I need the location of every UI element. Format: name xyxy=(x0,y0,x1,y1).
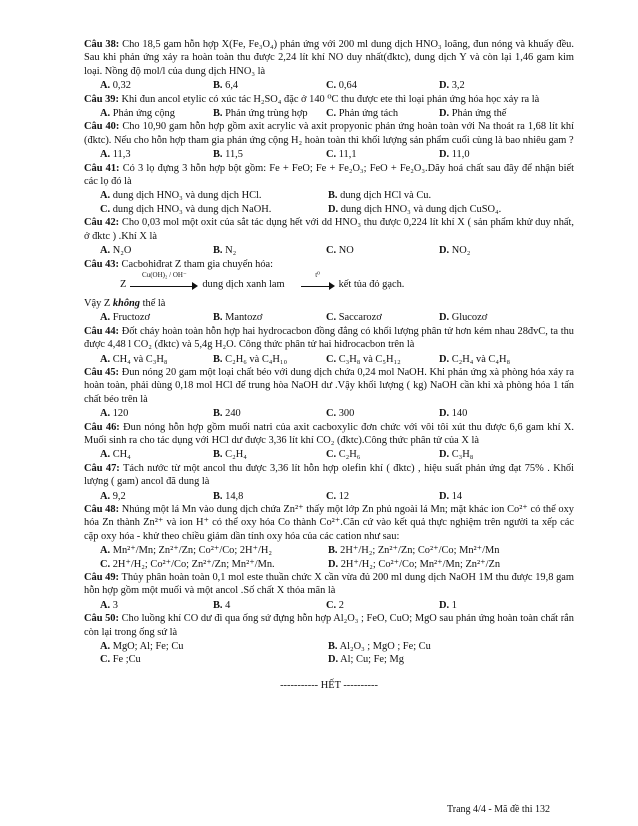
question xyxy=(84,612,574,667)
question-stem xyxy=(84,612,574,639)
answer-option xyxy=(439,148,552,161)
option-letter: A. xyxy=(100,490,111,502)
option-letter: A. xyxy=(100,80,111,92)
scheme-start: Z xyxy=(120,279,127,291)
question-stem xyxy=(84,93,574,106)
option-text: Al₂O₃ ; MgO ; Fe; Cu xyxy=(339,641,431,653)
option-letter: B. xyxy=(213,108,223,120)
question-stem xyxy=(84,462,574,489)
answer-option xyxy=(439,407,552,420)
option-text: dung dịch HNO₃ và dung dịch HCl. xyxy=(112,190,262,202)
answer-option xyxy=(326,311,439,324)
option-letter: A. xyxy=(100,408,111,420)
answer-option xyxy=(439,353,552,366)
question-number: Câu 40: xyxy=(84,121,120,133)
option-text: Phản ứng thế xyxy=(451,108,507,120)
question-stem xyxy=(84,325,574,352)
arrow-head-icon xyxy=(192,282,198,290)
option-text: 11,5 xyxy=(225,149,243,161)
option-text: 140 xyxy=(451,408,468,420)
question-text: Cho 0,03 mol một oxit của sắt tác dụng hết với dd HNO₃ thu được 0,224 lít khí X ( sản phẩm khử duy nhất, ở đktc ) .Khí X là xyxy=(84,217,574,242)
option-text: 3 xyxy=(112,599,118,611)
question xyxy=(84,162,574,217)
option-text: 11,1 xyxy=(338,149,357,161)
option-text: Phản ứng trùng hợp xyxy=(225,108,308,120)
question-number: Câu 43: xyxy=(84,258,119,270)
option-letter: C. xyxy=(100,558,111,570)
option-text: dung dịch HCl và Cu. xyxy=(340,190,432,202)
answer-option xyxy=(439,107,552,120)
answer-option xyxy=(328,544,558,557)
arrow-line xyxy=(301,286,331,287)
question-number: Câu 49: xyxy=(84,572,120,584)
option-text: 6,4 xyxy=(225,80,239,92)
question xyxy=(84,366,574,421)
question-number: Câu 47: xyxy=(84,462,120,474)
answer-options xyxy=(84,599,574,612)
answer-option xyxy=(328,640,558,653)
option-text: Al; Cu; Fe; Mg xyxy=(340,654,404,666)
option-letter: C. xyxy=(326,599,337,611)
option-text: CH₄ xyxy=(112,449,131,461)
option-letter: C. xyxy=(326,108,337,120)
option-letter: D. xyxy=(439,449,450,461)
option-letter: C. xyxy=(100,654,111,666)
answer-option xyxy=(326,148,439,161)
question-text: Có 3 lọ đựng 3 hỗn hợp bột gồm: Fe + FeO; Fe + Fe₂O₃; FeO + Fe₂O₃.Dãy hoá chất sau đây để nhận biết các lọ đó là xyxy=(84,162,574,188)
answer-option xyxy=(439,244,552,257)
answer-option xyxy=(213,107,326,120)
option-text: 300 xyxy=(338,408,355,420)
answer-option xyxy=(328,203,558,216)
option-text: 0,32 xyxy=(112,80,131,92)
option-letter: B. xyxy=(328,545,338,557)
option-letter: A. xyxy=(100,245,111,257)
answer-option xyxy=(439,79,552,92)
followup-emphasis: không xyxy=(112,297,141,309)
answer-option xyxy=(326,79,439,92)
option-text: CH₄ và C₃H₈ xyxy=(112,353,168,365)
answer-option xyxy=(439,311,552,324)
arrow-condition: t⁰ xyxy=(315,270,320,279)
option-text: N₂ xyxy=(225,245,237,257)
question-number: Câu 48: xyxy=(84,504,120,515)
option-text: C₂H₄ và C₄H₈ xyxy=(451,353,511,365)
conversion-scheme xyxy=(84,270,574,297)
option-text: 11,3 xyxy=(112,149,131,161)
arrow-line xyxy=(130,286,194,287)
question-stem xyxy=(84,503,574,543)
answer-options xyxy=(84,640,574,667)
question-text: Thủy phân hoàn toàn 0,1 mol este thuần chức X cần vừa đủ 200 ml dung dịch NaOH 1M thu được 19,8 gam hỗn hợp gồm một muối và một ancol .Số chất X thỏa mãn là xyxy=(84,572,574,597)
option-text: NO₂ xyxy=(451,245,471,257)
option-text: 14 xyxy=(451,490,463,502)
option-letter: B. xyxy=(328,190,338,202)
answer-option xyxy=(213,448,326,461)
answer-option xyxy=(100,653,328,666)
option-letter: A. xyxy=(100,312,111,324)
option-letter: D. xyxy=(439,312,450,324)
answer-option xyxy=(439,599,552,612)
question-text: Đun nóng hỗn hợp gồm muối natri của axit cacboxylic đơn chức với vôi tôi xút thu được 6,6 gam khí X. Muối sinh ra cho tác dụng với HCl dư được 3,36 lít khí CO₂ (đktc).Công thức phân tử của X là xyxy=(84,421,574,446)
answer-options xyxy=(84,244,574,257)
option-text: dung dịch HNO₃ và dung dịch CuSO₄. xyxy=(340,203,502,215)
option-text: 11,0 xyxy=(451,149,470,161)
option-letter: C. xyxy=(326,449,337,461)
followup-text: Vậy Z xyxy=(84,297,113,309)
answer-options xyxy=(84,353,574,366)
answer-options xyxy=(84,490,574,503)
answer-option xyxy=(326,407,439,420)
option-letter: D. xyxy=(439,245,450,257)
question-number: Câu 45: xyxy=(84,366,120,378)
answer-option xyxy=(439,490,552,503)
option-letter: B. xyxy=(213,353,223,365)
answer-option xyxy=(100,79,213,92)
exam-page xyxy=(84,38,574,692)
option-text: dung dịch HNO₃ và dung dịch NaOH. xyxy=(112,203,272,215)
answer-options xyxy=(84,79,574,92)
option-letter: C. xyxy=(100,203,111,215)
option-text: 2H⁺/H₂; Zn²⁺/Zn; Co²⁺/Co; Mn²⁺/Mn xyxy=(340,545,500,557)
option-letter: D. xyxy=(439,408,450,420)
question-stem xyxy=(84,120,574,147)
option-text: C₃H₈ xyxy=(451,449,474,461)
option-text: C₃H₈ và C₅H₁₂ xyxy=(338,353,401,365)
question xyxy=(84,325,574,366)
option-letter: A. xyxy=(100,599,111,611)
page-footer: Trang 4/4 - Mã đề thi 132 xyxy=(447,804,550,815)
question xyxy=(84,120,574,161)
answer-option xyxy=(100,599,213,612)
option-text: 9,2 xyxy=(112,490,126,502)
option-letter: D. xyxy=(439,490,450,502)
option-letter: A. xyxy=(100,545,111,557)
option-letter: C. xyxy=(326,149,337,161)
option-text: 12 xyxy=(338,490,350,502)
answer-option xyxy=(213,599,326,612)
question xyxy=(84,421,574,462)
option-letter: C. xyxy=(326,245,337,257)
question xyxy=(84,571,574,612)
answer-option xyxy=(326,448,439,461)
answer-option xyxy=(326,490,439,503)
answer-option xyxy=(213,79,326,92)
option-text: Glucozơ xyxy=(451,312,488,324)
option-letter: C. xyxy=(326,490,337,502)
question-stem xyxy=(84,421,574,448)
option-text: 2H⁺/H₂; Co²⁺/Co; Zn²⁺/Zn; Mn²⁺/Mn. xyxy=(112,558,275,570)
question-number: Câu 44: xyxy=(84,325,120,337)
answer-option xyxy=(100,107,213,120)
option-text: 14,8 xyxy=(225,490,244,502)
option-text: NO xyxy=(338,245,354,257)
question-stem xyxy=(84,366,574,406)
option-text: 0,64 xyxy=(338,80,357,92)
answer-option xyxy=(328,653,558,666)
question-text: Cho 10,90 gam hỗn hợp gồm axit acrylic và axit propyonic phản ứng hoàn toàn với Na thoát ra 1,68 lít khí (đktc). Nếu cho hỗn hợp tham gia phản ứng cộng H₂ hoàn toàn thì khối lượng sản phẩm cuối cùng là bao nhiêu gam ? xyxy=(84,121,574,146)
question-text: Cho 18,5 gam hỗn hợp X(Fe, Fe₃O₄) phản ứng với 200 ml dung dịch HNO₃ loãng, đun nóng và khuấy đều. Sau khi phản ứng xảy ra hoàn toàn thu được 2,24 lít khí NO duy nhất(đktc), dung dịch Y và còn lại 1,46 gam kim loại. Nồng độ mol/l của dung dịch HNO₃ là xyxy=(84,39,574,77)
option-text: 2 xyxy=(338,599,344,611)
answer-option xyxy=(100,490,213,503)
question-text: Nhúng một lá Mn vào dung dịch chứa Zn²⁺ thấy một lớp Zn phủ ngoài lá Mn; mặt khác ion Co²⁺ có thể oxy hóa Zn thành Zn²⁺ và ion H⁺ có thể oxy hóa Co thành Co²⁺.Căn cứ vào kết quả thực nghiệm trên người ta xếp các cặp oxy hóa - khử theo chiều giảm dần tính oxy hóa của các cation như sau: xyxy=(84,504,574,542)
question-number: Câu 50: xyxy=(84,613,119,625)
question-number: Câu 39: xyxy=(84,93,119,105)
option-letter: C. xyxy=(326,312,337,324)
option-letter: D. xyxy=(439,599,450,611)
answer-option xyxy=(328,558,558,571)
option-text: Mn²⁺/Mn; Zn²⁺/Zn; Co²⁺/Co; 2H⁺/H₂ xyxy=(112,545,273,557)
option-letter: B. xyxy=(328,641,338,653)
question-text: Tách nước từ một ancol thu được 3,36 lít hỗn hợp olefin khí ( đktc) , hiệu suất phản ứng đạt 75% . Khối lượng ( gam) ancol đã dung là xyxy=(84,462,574,488)
option-letter: B. xyxy=(213,149,223,161)
option-text: Phản ứng cộng xyxy=(112,108,175,120)
answer-option xyxy=(439,448,552,461)
question-number: Câu 46: xyxy=(84,421,120,433)
answer-options xyxy=(84,311,574,324)
answer-option xyxy=(100,558,328,571)
option-text: C₂H₆ xyxy=(338,449,361,461)
answer-option xyxy=(326,244,439,257)
answer-option xyxy=(100,544,328,557)
option-letter: A. xyxy=(100,108,111,120)
question xyxy=(84,462,574,503)
question-text: Cacbohiđrat Z tham gia chuyển hóa: xyxy=(121,258,274,270)
answer-options xyxy=(84,544,574,571)
option-letter: A. xyxy=(100,190,111,202)
option-text: Fe ;Cu xyxy=(112,654,141,666)
answer-option xyxy=(213,407,326,420)
option-letter: B. xyxy=(213,245,223,257)
question-text: Đun nóng 20 gam một loại chất béo với dung dịch chứa 0,24 mol NaOH. Khi phản ứng xà phòng hóa xảy ra hoàn toàn, phải dùng 0,18 mol HCl để trung hòa NaOH dư .Vậy khối lượng ( kg) NaOH cần khi xà phòng hóa 1 tấn chất béo trên là xyxy=(84,366,574,405)
reaction-arrow xyxy=(301,270,335,290)
question-list xyxy=(84,38,574,667)
option-letter: D. xyxy=(439,149,450,161)
question-stem xyxy=(84,162,574,189)
answer-options xyxy=(84,148,574,161)
reaction-arrow xyxy=(130,270,198,290)
question xyxy=(84,216,574,257)
answer-option xyxy=(100,244,213,257)
answer-option xyxy=(213,311,326,324)
option-letter: B. xyxy=(213,408,223,420)
option-text: 3,2 xyxy=(451,80,465,92)
answer-option xyxy=(100,189,328,202)
option-letter: A. xyxy=(100,641,111,653)
option-letter: A. xyxy=(100,149,111,161)
option-text: Saccarozơ xyxy=(338,312,382,324)
option-text: Mantozơ xyxy=(225,312,263,324)
answer-option xyxy=(100,311,213,324)
option-text: MgO; Al; Fe; Cu xyxy=(112,641,184,653)
question-number: Câu 38: xyxy=(84,39,120,50)
option-text: 120 xyxy=(112,408,129,420)
option-text: 2H⁺/H₂; Co²⁺/Co; Mn²⁺/Mn; Zn²⁺/Zn xyxy=(340,558,501,570)
question xyxy=(84,38,574,93)
option-text: Fructozơ xyxy=(112,312,150,324)
followup-text: thể là xyxy=(140,297,166,309)
end-marker: ----------- HẾT ---------- xyxy=(280,679,378,691)
question-stem xyxy=(84,258,574,271)
scheme-product: kết tủa đỏ gạch. xyxy=(338,279,405,291)
scheme-intermediate: dung dịch xanh lam xyxy=(202,279,285,291)
option-letter: D. xyxy=(328,203,339,215)
option-letter: C. xyxy=(326,80,337,92)
question-text: Đốt cháy hoàn toàn hỗn hợp hai hydrocacbon đồng đẳng có khối lượng phân tử hơn kém nhau 28đvC, ta thu được 4,48 l CO₂ (đktc) và 5,4g H₂O. Công thức phân tử hai hiđrocacbon trên là xyxy=(84,325,574,351)
answer-option xyxy=(213,353,326,366)
option-letter: B. xyxy=(213,80,223,92)
question-stem xyxy=(84,216,574,243)
answer-option xyxy=(326,107,439,120)
answer-options xyxy=(84,448,574,461)
option-letter: B. xyxy=(213,312,223,324)
option-text: N₂O xyxy=(112,245,132,257)
answer-options xyxy=(84,107,574,120)
option-letter: B. xyxy=(213,449,223,461)
option-text: Phản ứng tách xyxy=(338,108,399,120)
answer-options xyxy=(84,189,574,216)
answer-option xyxy=(328,189,558,202)
question xyxy=(84,93,574,121)
question-number: Câu 42: xyxy=(84,217,120,229)
answer-option xyxy=(100,148,213,161)
answer-option xyxy=(213,490,326,503)
answer-option xyxy=(100,353,213,366)
option-text: 4 xyxy=(225,599,231,611)
option-letter: A. xyxy=(100,353,111,365)
option-letter: D. xyxy=(439,80,450,92)
answer-option xyxy=(326,599,439,612)
answer-option xyxy=(326,353,439,366)
question-text: Cho luồng khí CO dư đi qua ống sứ đựng hỗn hợp Al₂O₃ ; FeO, CuO; MgO sau phản ứng hoàn toàn chất rắn còn lại trong ống sứ là xyxy=(84,613,574,638)
option-letter: C. xyxy=(326,353,337,365)
option-letter: D. xyxy=(439,108,450,120)
option-text: 240 xyxy=(225,408,241,420)
option-letter: B. xyxy=(213,599,223,611)
answer-option xyxy=(100,448,213,461)
question-text: Khi đun ancol etylic có xúc tác H₂SO₄ đặc ở 140 ⁰C thu được ete thì loại phản ứng hóa học xảy ra là xyxy=(121,93,540,105)
option-text: 1 xyxy=(451,599,457,611)
answer-option xyxy=(100,640,328,653)
option-letter: C. xyxy=(326,408,337,420)
answer-option xyxy=(213,244,326,257)
question-number: Câu 41: xyxy=(84,162,120,174)
question xyxy=(84,503,574,571)
answer-option xyxy=(100,407,213,420)
question xyxy=(84,258,574,325)
arrow-head-icon xyxy=(329,282,335,290)
arrow-condition: Cu(OH)₂ / OH⁻ xyxy=(142,270,187,279)
question-stem xyxy=(84,571,574,598)
option-letter: D. xyxy=(328,654,339,666)
question-stem xyxy=(84,38,574,78)
option-letter: B. xyxy=(213,490,223,502)
answer-option xyxy=(100,203,328,216)
question-followup xyxy=(84,297,574,310)
option-letter: A. xyxy=(100,449,111,461)
option-letter: D. xyxy=(328,558,339,570)
option-text: C₂H₆ và C₄H₁₀ xyxy=(225,353,288,365)
option-letter: D. xyxy=(439,353,450,365)
option-text: C₂H₄ xyxy=(225,449,247,461)
answer-options xyxy=(84,407,574,420)
answer-option xyxy=(213,148,326,161)
